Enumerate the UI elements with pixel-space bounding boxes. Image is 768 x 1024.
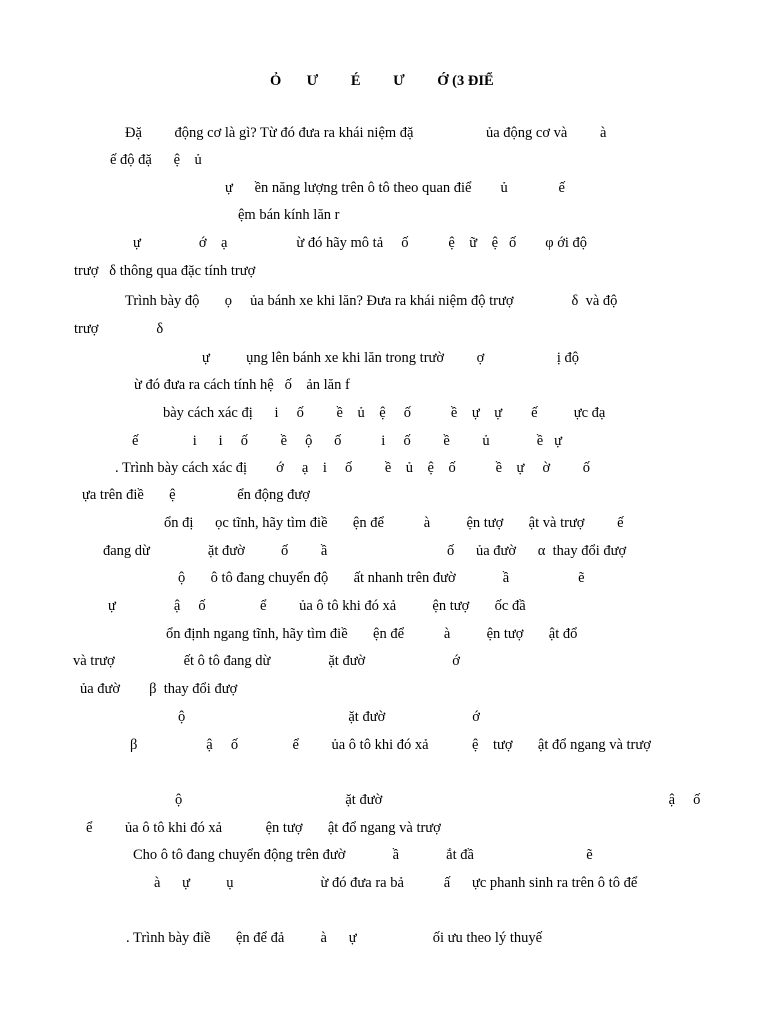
text-line-4: ệm bán kính lăn r [238, 207, 340, 223]
text-line-24: ộ ặt đườ ậ ố [175, 792, 701, 808]
text-line-21: ủa đườ β thay đổi đượ [80, 681, 238, 697]
text-line-12: ế i i ố ề ộ ố i ố ề ủ ề ự [132, 433, 562, 449]
text-line-23: β ậ ố ể ủa ô tô khi đó xả ệ tượ ật đổ ngang và trượ [130, 737, 651, 753]
text-line-17: ộ ô tô đang chuyển độ ất nhanh trên đườ ầ ẽ [178, 570, 585, 586]
text-line-28: . Trình bày điề ện để đả à ự ối ưu theo lý thuyế [126, 930, 543, 946]
text-line-3: ự ền năng lượng trên ô tô theo quan điể ủ ế [225, 180, 565, 196]
text-line-5: ự ớ ạ ừ đó hãy mô tả ố ệ ữ ệ ố φ ới độ [133, 235, 588, 251]
text-line-18: ự ậ ố ể ủa ô tô khi đó xả ện tượ ốc đầ [108, 598, 526, 614]
text-line-14: ựa trên điề ệ ển động đượ [82, 487, 310, 503]
text-line-7: Trình bày độ ọ ủa bánh xe khi lăn? Đưa ra khái niệm độ trượ δ và độ [125, 293, 618, 309]
text-line-16: đang dừ ặt đườ ố ầ ố ủa đườ α thay đổi đượ [103, 543, 627, 559]
text-line-13: . Trình bày cách xác đị ớ ạ i ố ề ủ ệ ố ề ự ờ ố [115, 460, 591, 476]
text-line-6: trượ δ thông qua đặc tính trượ [74, 263, 256, 279]
text-line-8: trượ δ [74, 321, 164, 337]
text-line-15: ổn đị ọc tĩnh, hãy tìm điề ện để à ện tượ ật và trượ ế [164, 515, 624, 531]
text-line-20: và trượ ết ô tô đang dừ ặt đườ ớ [73, 653, 460, 669]
text-line-27: à ự ụ ừ đó đưa ra bả ấ ực phanh sinh ra trên ô tô để [154, 875, 638, 891]
text-line-1: Đặ động cơ là gì? Từ đó đưa ra khái niệm đặ ủa động cơ và à [125, 125, 607, 141]
text-line-26: Cho ô tô đang chuyển động trên đườ ầ ắt đầ ẽ [133, 847, 593, 863]
text-line-2: ế độ đặ ệ ủ [110, 152, 202, 168]
section-heading: Ỏ Ư É Ư Ớ (3 ĐIỂ [270, 73, 494, 89]
text-line-11: bày cách xác đị i ố ề ủ ệ ố ề ự ự ế ực đạ [163, 405, 606, 421]
text-line-10: ừ đó đưa ra cách tính hệ ố ản lăn f [134, 377, 350, 393]
text-line-9: ự ụng lên bánh xe khi lăn trong trườ ợ ị độ [202, 350, 579, 366]
text-line-22: ộ ặt đườ ớ [178, 709, 480, 725]
text-line-25: ể ủa ô tô khi đó xả ện tượ ật đổ ngang và trượ [86, 820, 441, 836]
text-line-19: ổn định ngang tĩnh, hãy tìm điề ện để à ện tượ ật đổ [166, 626, 578, 642]
